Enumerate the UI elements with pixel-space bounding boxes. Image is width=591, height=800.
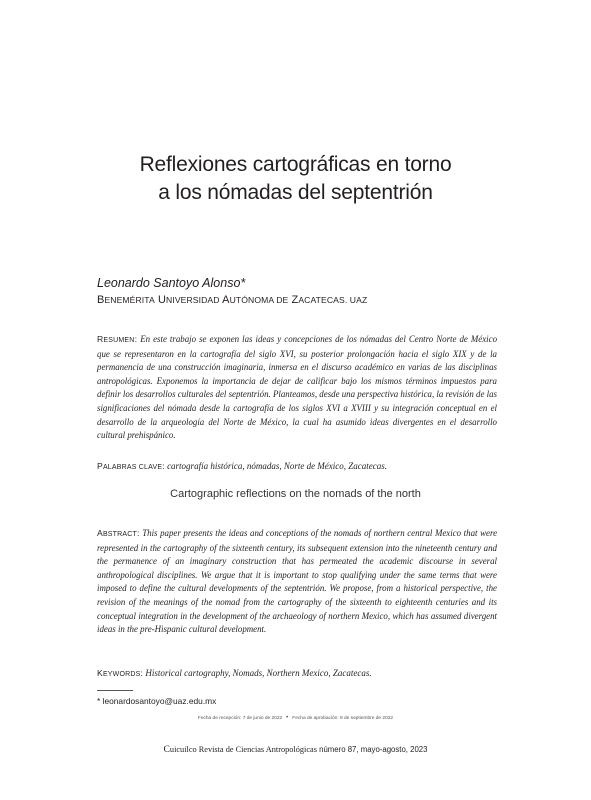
dates-separator: • [286, 715, 289, 721]
abstract-label [97, 528, 140, 538]
abstract-text: This paper presents the ideas and conceptions of the nomads of northern central Mexico that were represented in the cartography of the sixteenth century, its subsequent extension into the nineteenth century and the permanence of an imaginary construction that has permeated the academic discourse in several anthropological disciplines. We argue that it is important to stop qualifying under the same terms that were imposed to define the cultural developments of the septentrión. We propose, from a historical perspective, the revision of the meanings of the nomad from the cartography of the sixteenth to eighteenth centuries and its conceptual integration in the development of the archaeology of northern Mexico, which has assumed divergent ideas in the pre-Hispanic cultural development. [97, 528, 498, 635]
resumen-label-colon: : [134, 334, 138, 344]
dates-line [0, 715, 591, 721]
resumen-paragraph [97, 333, 497, 443]
affiliation-rest-2: NIVERSIDAD [166, 295, 220, 305]
keywords [97, 668, 372, 678]
affiliation-initial-1: B [97, 294, 105, 306]
resumen-label-initial: R [97, 334, 104, 344]
palabras-clave-label-rest: ALABRAS CLAVE [102, 464, 163, 471]
article-title-line-2: a los nómadas del septentrión [158, 181, 433, 204]
palabras-clave-text: cartografía histórica, nómadas, Norte de México, Zacatecas. [167, 461, 388, 471]
abstract-paragraph [97, 527, 497, 637]
resumen-label-rest: ESUMEN [103, 337, 135, 344]
author-name: Leonardo Santoyo Alonso* [97, 276, 246, 290]
received-date: Fecha de recepción: 7 de junio de 2022 [197, 716, 283, 721]
article-title-line-1: Reflexiones cartográficas en torno [139, 153, 452, 176]
affiliation-rest-1: ENEMÉRITA [104, 295, 155, 305]
keywords-text: Historical cartography, Nomads, Northern Mexico, Zacatecas. [145, 668, 372, 678]
palabras-clave [97, 461, 387, 471]
resumen-text: En este trabajo se exponen las ideas y concepciones de los nómadas del Centro Norte de México que se representaron en la cartografía del siglo XVI, su posterior prolongación hacia el siglo XIX y de la permanencia de una construcción imaginaria, inmersa en el discurso académico en varias de las disciplinas antropológicas. Exponemos la importancia de dejar de calificar bajo los mismos términos impuestos para definir los desarrollos culturales del septentrión. Planteamos, desde una perspectiva histórica, la revisión de las significaciones del nómada desde la cartografía de los siglos XVI a XVIII y su integración conceptual en el desarrollo de la arqueología del Norte de México, la cual ha asumido ideas divergentes en el desarrollo cultural prehispánico. [97, 334, 498, 441]
abstract-label-rest: BSTRACT [102, 531, 138, 538]
affiliation-initial-4: Z [291, 294, 299, 306]
abstract-label-colon: : [137, 528, 140, 538]
journal-initial: C [163, 744, 170, 755]
keywords-label-rest: EYWORDS [102, 671, 141, 678]
journal-footer [0, 744, 591, 755]
keywords-label-colon: : [140, 668, 144, 678]
affiliation-rest-4: ACATECAS [298, 295, 345, 305]
affiliation-rest-3: UTÓNOMA DE [229, 295, 289, 305]
affiliation-initial-3: A [222, 294, 230, 306]
palabras-clave-label-colon: : [162, 461, 165, 471]
footnote-rule [97, 690, 133, 691]
english-title: Cartographic reflections on the nomads of the north [170, 488, 421, 500]
affiliation-initial-2: U [158, 294, 167, 306]
palabras-clave-label [97, 461, 165, 471]
palabras-clave-label-initial: P [97, 461, 103, 471]
journal-issue: número 87, mayo-agosto, 2023 [316, 745, 428, 754]
journal-name-tail: Revista de Ciencias Antropológicas [196, 745, 317, 754]
footnote-email: * leonardosantoyo@uaz.edu.mx [97, 696, 217, 706]
resumen-label [97, 334, 137, 344]
keywords-label [97, 668, 143, 678]
keywords-label-initial: K [97, 668, 103, 678]
journal-name-rest: uicuilco [169, 745, 197, 754]
abstract-label-initial: A [97, 528, 103, 538]
affiliation-suffix: . UAZ [344, 295, 368, 305]
approved-date: Fecha de aprobación: 8 de septiembre de 2022 [292, 716, 394, 721]
author-affiliation [97, 294, 367, 306]
